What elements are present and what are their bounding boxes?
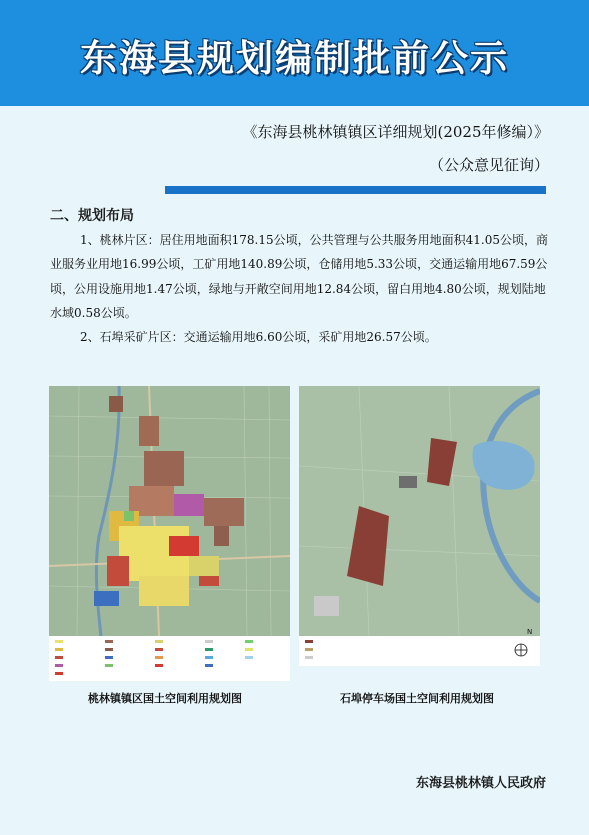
north-arrow-label: N bbox=[527, 628, 533, 636]
title-divider bbox=[165, 186, 546, 194]
shibu-map-legend bbox=[299, 636, 540, 666]
taolin-planning-map bbox=[49, 386, 290, 636]
document-subtitle: （公众意见征询） bbox=[428, 156, 549, 174]
section-heading: 二、规划布局 bbox=[50, 208, 134, 224]
shibu-map-caption: 石埠停车场国土空间利用规划图 bbox=[340, 692, 494, 705]
paragraph-taolin: 1、桃林片区：居住用地面积178.15公顷，公共管理与公共服务用地面积41.05公顷，商业服务业用地16.99公顷，工矿用地140.89公顷，仓储用地5.33公顷，交通运输用地67.59公顷，公用设施用地1.47公顷，绿地与开敞空间用地12.84公顷，留白用地4.80公顷，规划陆地水域0.58公顷。 bbox=[50, 233, 548, 320]
legend-swatches bbox=[49, 636, 290, 681]
taolin-map-caption: 桃林镇镇区国土空间利用规划图 bbox=[88, 692, 242, 705]
header-banner bbox=[0, 0, 589, 106]
document-title: 《东海县桃林镇镇区详细规划(2025年修编）》 bbox=[242, 123, 549, 141]
shibu-map-image bbox=[299, 386, 540, 636]
taolin-map-image bbox=[49, 386, 290, 636]
issuer-signature: 东海县桃林镇人民政府 bbox=[415, 776, 546, 791]
banner-title: 东海县规划编制批前公示 bbox=[80, 37, 509, 80]
taolin-map-legend bbox=[49, 636, 290, 681]
paragraph-shibu: 2、石埠采矿片区：交通运输用地6.60公顷，采矿用地26.57公顷。 bbox=[80, 330, 437, 345]
legend-swatches-right bbox=[299, 636, 540, 666]
section-body bbox=[50, 228, 550, 349]
shibu-planning-map bbox=[299, 386, 540, 636]
